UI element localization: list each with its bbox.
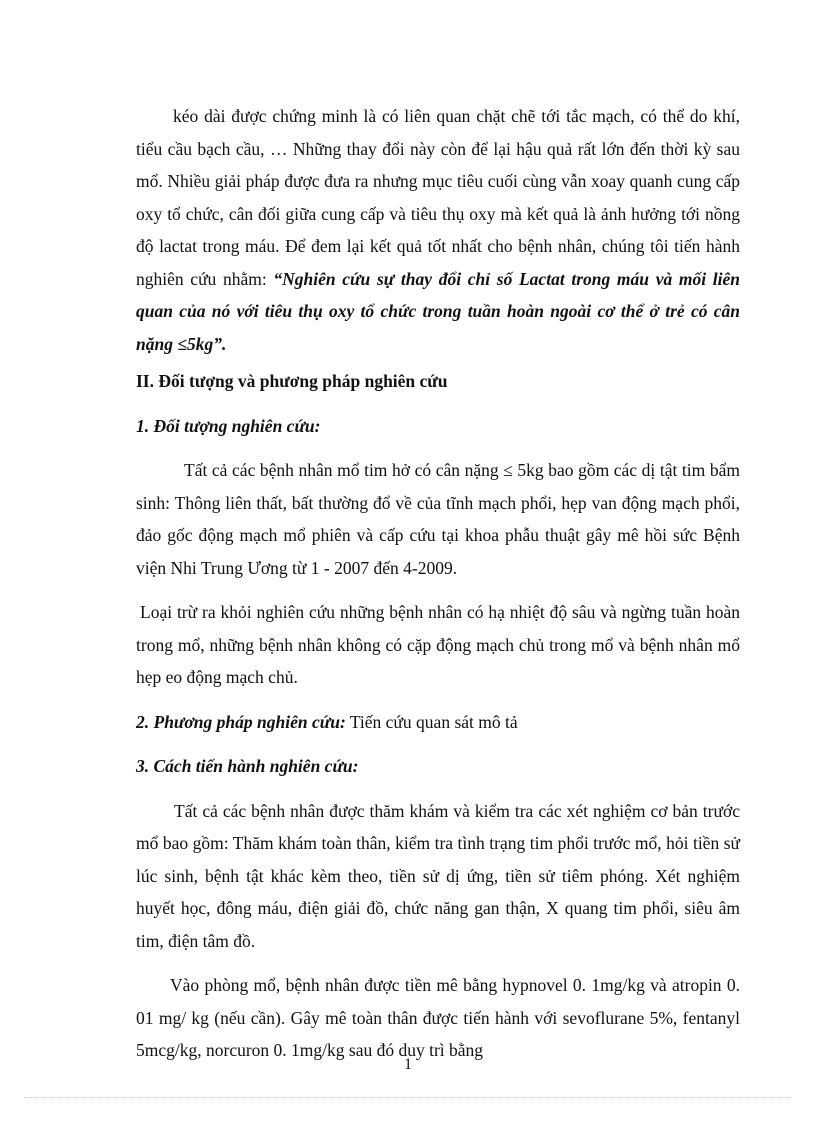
study-title: “Nghiên cứu sự thay đổi chỉ số Lactat trong máu và mối liên quan của nó với tiêu thụ oxy tổ chức trong tuần hoàn ngoài cơ thể ở trẻ có cân nặng ≤5kg”. xyxy=(136,268,740,354)
intro-text: kéo dài được chứng minh là có liên quan chặt chẽ tới tắc mạch, có thể do khí, tiểu cầu bạch cầu, … Những thay đổi này còn để lại hậu quả rất lớn đến thời kỳ sau mổ. Nhiều giải pháp được đưa ra nhưng mục tiêu cuối cùng vẫn xoay quanh cung cấp oxy tổ chức, cân đối giữa cung cấp và tiêu thụ oxy mà kết quả là ảnh hưởng tới nồng độ lactat trong máu. Để đem lại kết quả tốt nhất cho bệnh nhân, chúng tôi tiến hành nghiên cứu nhằm: xyxy=(136,106,740,289)
subsection-3-heading: 3. Cách tiến hành nghiên cứu: xyxy=(136,756,359,776)
page-body xyxy=(136,100,740,1067)
procedure-paragraph: Tất cả các bệnh nhân được thăm khám và kiểm tra các xét nghiệm cơ bản trước mổ bao gồm: Thăm khám toàn thân, kiểm tra tình trạng tim phổi trước mổ, hỏi tiền sử lúc sinh, bệnh tật khác kèm theo, tiền sử dị ứng, tiền sử tiêm phóng. Xét nghiệm huyết học, đông máu, điện giải đồ, chức năng gan thận, X quang tim phổi, siêu âm tim, điện tâm đồ. xyxy=(136,800,740,951)
subsection-1-heading: 1. Đối tượng nghiên cứu: xyxy=(136,415,321,436)
exclusion-paragraph: Loại trừ ra khỏi nghiên cứu những bệnh nhân có hạ nhiệt độ sâu và ngừng tuần hoàn trong mổ, những bệnh nhân không có cặp động mạch chủ trong mổ và bệnh nhân mổ hẹp eo động mạch chủ. xyxy=(136,602,740,687)
page-number: 1 xyxy=(404,1056,412,1073)
anesthesia-paragraph: Vào phòng mổ, bệnh nhân được tiền mê bằng hypnovel 0. 1mg/kg và atropin 0. 01 mg/ kg (nếu cần). Gây mê toàn thân được tiến hành với sevoflurane 5%, fentanyl 5mcg/kg, norcuron 0. 1mg/kg sau đó duy trì bằng xyxy=(136,975,740,1060)
method-label: 2. Phương pháp nghiên cứu: xyxy=(136,711,346,732)
method-paragraph xyxy=(136,706,740,739)
inclusion-paragraph: Tất cả các bệnh nhân mổ tim hở có cân nặng ≤ 5kg bao gồm các dị tật tim bẩm sinh: Thông liên thất, bất thường đổ về của tĩnh mạch phổi, hẹp van động mạch phổi, đảo gốc động mạch mổ phiên và cấp cứu tại khoa phẫu thuật gây mê hồi sức Bệnh viện Nhi Trung Ương từ 1 - 2007 đến 4-2009. xyxy=(136,460,740,578)
method-text: Tiến cứu quan sát mô tả xyxy=(345,711,518,732)
page-separator xyxy=(24,1097,792,1098)
section-ii-heading: II. Đối tượng và phương pháp nghiên cứu xyxy=(136,371,448,391)
intro-paragraph xyxy=(136,100,740,360)
